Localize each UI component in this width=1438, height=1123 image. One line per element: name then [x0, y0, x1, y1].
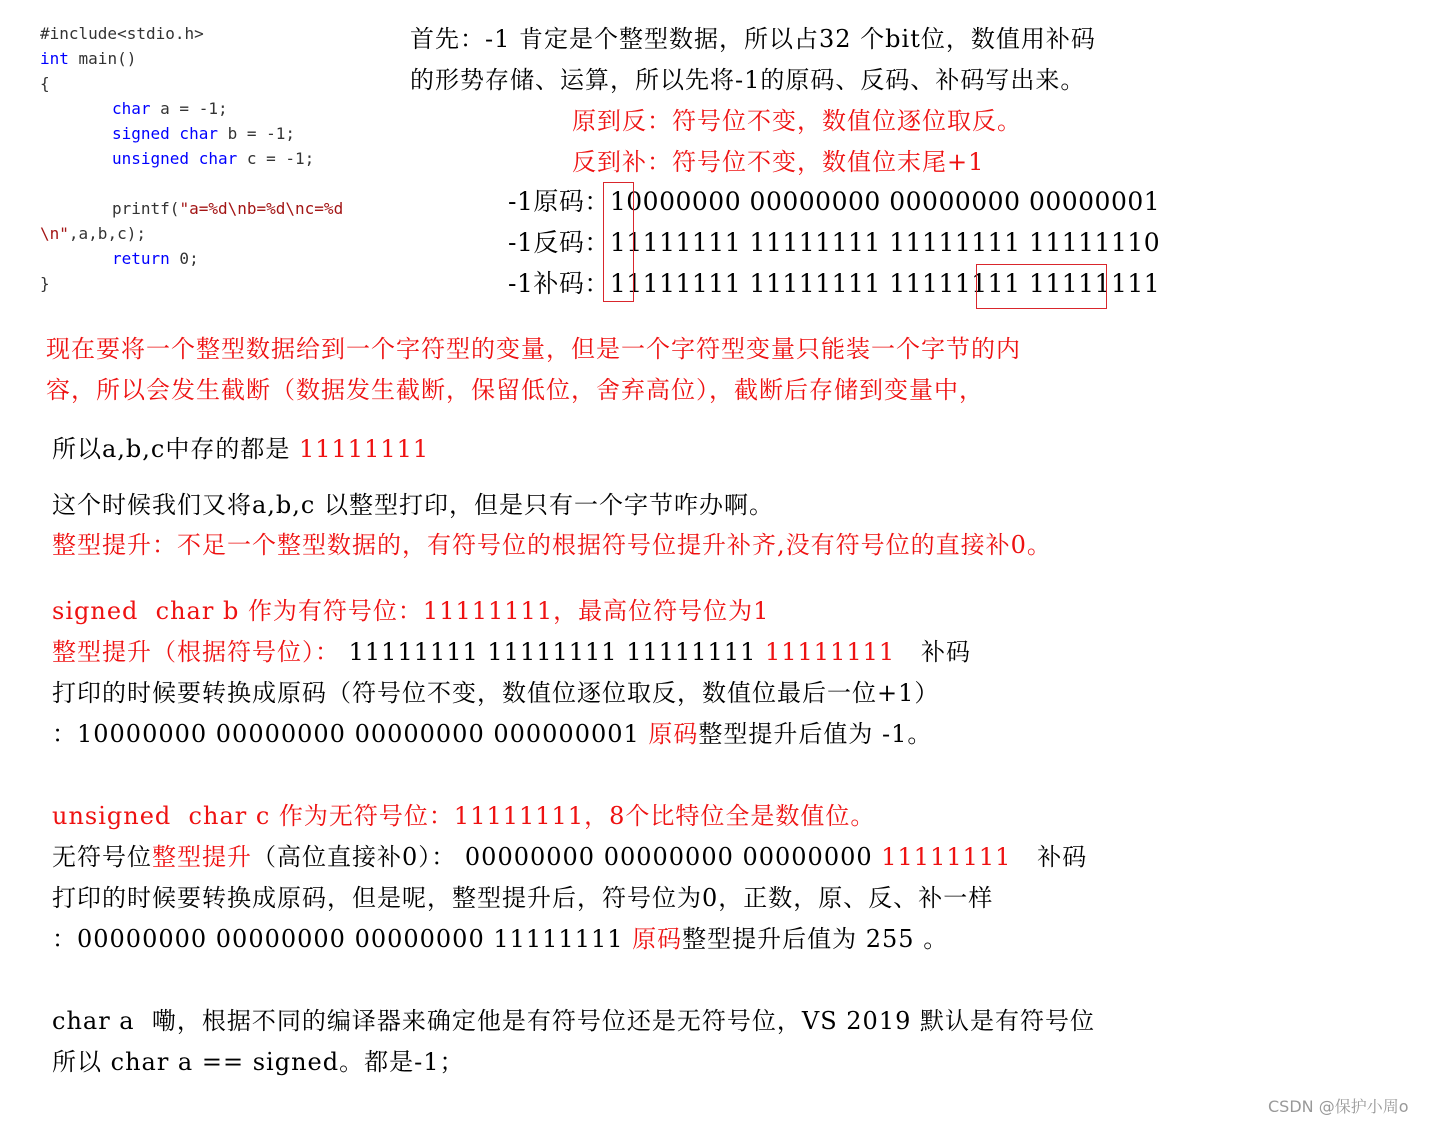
code-line-include: #include<stdio.h>: [40, 24, 204, 43]
signed-b-print-note: 打印的时候要转换成原码（符号位不变，数值位逐位取反，数值位最后一位+1）: [52, 679, 940, 707]
unsigned-c-heading: unsigned char c 作为无符号位：11111111，8个比特位全是数值位。: [52, 802, 876, 830]
original-code-row: -1原码：10000000 00000000 00000000 00000001: [508, 187, 1161, 216]
code-line-printf-cont: \n",a,b,c);: [40, 224, 146, 243]
char-a-line-1: char a 嘞，根据不同的编译器来确定他是有符号位还是无符号位，VS 2019 默认是有符号位: [52, 1007, 1095, 1035]
sign-bit-highlight-box: [603, 182, 634, 302]
intro-line-2: 的形势存储、运算，所以先将-1的原码、反码、补码写出来。: [410, 66, 1086, 94]
unsigned-c-result: ：00000000 00000000 00000000 11111111 原码整型提升后值为 255 。: [52, 925, 949, 953]
truncation-line-1: 现在要将一个整型数据给到一个字符型的变量，但是一个字符型变量只能装一个字节的内: [46, 335, 1021, 363]
code-line-printf: printf("a=%d\nb=%d\nc=%d: [112, 199, 344, 218]
ones-complement-row: -1反码：11111111 11111111 11111111 11111110: [508, 228, 1161, 257]
signed-b-result: ：10000000 00000000 00000000 000000001 原码整型提升后值为 -1。: [52, 720, 933, 748]
unsigned-c-promotion: 无符号位整型提升（高位直接补0）： 00000000 00000000 00000000 11111111 补码: [52, 843, 1088, 871]
code-line-return: return 0;: [112, 249, 199, 268]
char-a-line-2: 所以 char a == signed。都是-1；: [52, 1048, 465, 1076]
code-line-main: int main(): [40, 49, 137, 68]
truncation-line-2: 容，所以会发生截断（数据发生截断，保留低位，舍弃高位），截断后存储到变量中，: [46, 376, 984, 404]
code-line-unsigned-c: unsigned char c = -1;: [112, 149, 315, 168]
twos-complement-row: -1补码：11111111 11111111 11111111 11111111: [508, 269, 1161, 298]
promotion-definition: 整型提升：不足一个整型数据的，有符号位的根据符号位提升补齐,没有符号位的直接补0。: [52, 531, 1052, 559]
unsigned-c-print-note: 打印的时候要转换成原码，但是呢，整型提升后，符号位为0，正数，原、反、补一样: [52, 884, 994, 912]
low-byte-highlight-box: [976, 264, 1107, 309]
code-line-close-brace: }: [40, 274, 50, 293]
code-line-open-brace: {: [40, 74, 50, 93]
intro-line-1: 首先：-1 肯定是个整型数据，所以占32 个bit位，数值用补码: [410, 25, 1096, 53]
code-line-signed-b: signed char b = -1;: [112, 124, 296, 143]
signed-b-heading: signed char b 作为有符号位：11111111，最高位符号位为1: [52, 597, 770, 625]
code-line-char-a: char a = -1;: [112, 99, 228, 118]
rule-original-to-ones: 原到反：符号位不变，数值位逐位取反。: [572, 107, 1022, 135]
promotion-question: 这个时候我们又将a,b,c 以整型打印，但是只有一个字节咋办啊。: [52, 491, 774, 519]
signed-b-promotion: 整型提升（根据符号位）： 11111111 11111111 11111111 11111111 补码: [52, 638, 972, 666]
stored-value-line: 所以a,b,c中存的都是 11111111: [52, 435, 430, 463]
csdn-watermark: CSDN @保护小周ο: [1268, 1097, 1409, 1116]
rule-ones-to-twos: 反到补：符号位不变，数值位末尾+1: [572, 148, 985, 176]
